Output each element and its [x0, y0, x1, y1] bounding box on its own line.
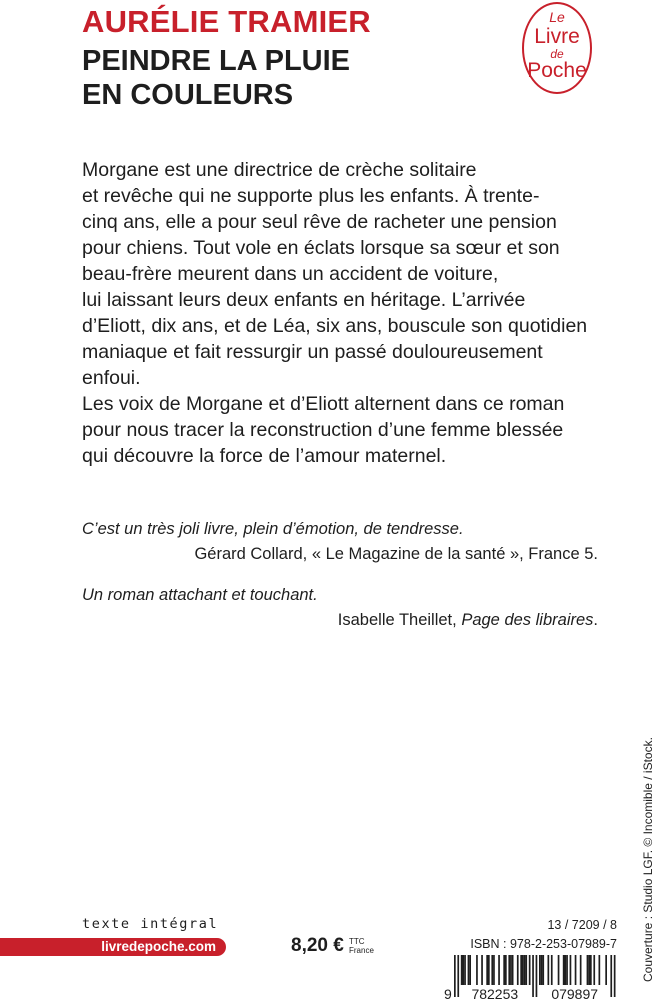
- barcode-bar: [505, 955, 507, 985]
- price: 8,20 €: [291, 935, 344, 956]
- synopsis-line: d’Eliott, dix ans, et de Léa, six ans, bouscule son quotidien: [82, 315, 588, 337]
- isbn: ISBN : 978-2-253-07989-7: [470, 937, 617, 951]
- logo-text-poche: Poche: [527, 59, 587, 82]
- title-line-1: PEINDRE LA PLUIE: [82, 45, 351, 77]
- barcode-graphic: [440, 955, 616, 1000]
- barcode-bar: [481, 955, 483, 985]
- review-quote-2: [82, 583, 598, 633]
- author-name: AURÉLIE TRAMIER: [82, 4, 371, 39]
- barcode-bar: [542, 955, 544, 985]
- barcode: [440, 955, 616, 1000]
- synopsis-line: Morgane est une directrice de crèche solitaire: [82, 159, 477, 181]
- barcode-bar: [510, 955, 512, 985]
- review-quote-1: [82, 517, 598, 567]
- price-note-france: France: [349, 946, 374, 955]
- barcode-bar: [520, 955, 522, 985]
- barcode-bar: [503, 955, 505, 985]
- quote-source-publication: Page des libraires: [461, 611, 594, 629]
- barcode-bar: [541, 955, 543, 985]
- website-link[interactable]: livredepoche.com: [101, 939, 216, 954]
- synopsis-line: maniaque et fait ressurgir un passé douloureusement: [82, 341, 543, 363]
- cover-credit: Couverture : Studio LGF. © Incomible / iStock.: [641, 737, 655, 982]
- barcode-digits: 079897: [551, 986, 599, 1000]
- barcode-bar: [563, 955, 565, 985]
- barcode-bar: [463, 955, 465, 985]
- barcode-bar: [464, 955, 466, 985]
- barcode-bar: [529, 955, 531, 985]
- price-note: [349, 937, 374, 955]
- barcode-bar: [524, 955, 526, 985]
- barcode-bar: [493, 955, 495, 985]
- quote-source-end: .: [593, 611, 598, 629]
- barcode-bar: [536, 955, 538, 997]
- quote-text: Un roman attachant et touchant.: [82, 586, 318, 604]
- barcode-bar: [457, 955, 459, 997]
- barcode-bar: [599, 955, 601, 985]
- barcode-bar: [565, 955, 567, 985]
- barcode-bar: [570, 955, 572, 985]
- barcode-bar: [587, 955, 589, 985]
- synopsis-line: pour chiens. Tout vole en éclats lorsque sa sœur et son: [82, 237, 560, 259]
- barcode-bar: [614, 955, 616, 997]
- barcode-bar: [539, 955, 541, 985]
- logo-text-le: Le: [549, 9, 565, 25]
- synopsis-line: beau-frère meurent dans un accident de voiture,: [82, 263, 499, 285]
- barcode-bar: [468, 955, 470, 985]
- barcode-bar: [525, 955, 527, 985]
- barcode-bar: [498, 955, 500, 985]
- barcode-bar: [454, 955, 456, 997]
- barcode-bar: [512, 955, 514, 985]
- synopsis: [82, 157, 622, 469]
- barcode-bar: [532, 955, 534, 997]
- barcode-bar: [588, 955, 590, 985]
- synopsis-line: et revêche qui ne supporte plus les enfants. À trente-: [82, 185, 540, 207]
- synopsis-line: enfoui.: [82, 367, 141, 389]
- publisher-logo: [522, 2, 592, 94]
- quote-source-author: Isabelle Theillet,: [337, 611, 462, 629]
- barcode-bar: [566, 955, 568, 985]
- logo-text-de: de: [550, 47, 564, 61]
- price-note-ttc: TTC: [349, 937, 365, 946]
- barcode-bar: [605, 955, 607, 985]
- barcode-bar: [522, 955, 524, 985]
- barcode-bar: [491, 955, 493, 985]
- barcode-bar: [580, 955, 582, 985]
- barcode-bar: [575, 955, 577, 985]
- catalog-code: 13 / 7209 / 8: [547, 918, 617, 932]
- synopsis-line: pour nous tracer la reconstruction d’une femme blessée: [82, 419, 564, 441]
- barcode-bar: [610, 955, 612, 997]
- barcode-bar: [488, 955, 490, 985]
- synopsis-line: cinq ans, elle a pour seul rêve de racheter une pension: [82, 211, 557, 233]
- quote-source: Gérard Collard, « Le Magazine de la santé », France 5.: [194, 545, 598, 563]
- product-codes: [440, 916, 617, 954]
- book-title: [82, 44, 350, 112]
- logo-text-livre: Livre: [534, 25, 580, 48]
- barcode-bar: [551, 955, 553, 985]
- barcode-bar: [517, 955, 519, 985]
- barcode-bar: [476, 955, 478, 985]
- barcode-bar: [486, 955, 488, 985]
- barcode-digits: 9: [444, 986, 452, 1000]
- barcode-bar: [548, 955, 550, 985]
- barcode-bar: [593, 955, 595, 985]
- synopsis-line: lui laissant leurs deux enfants en héritage. L’arrivée: [82, 289, 526, 311]
- synopsis-line: Les voix de Morgane et d’Eliott alternent dans ce roman: [82, 393, 565, 415]
- barcode-bar: [508, 955, 510, 985]
- quote-source: [82, 608, 598, 633]
- barcode-bar: [469, 955, 471, 985]
- website-banner: [0, 938, 226, 956]
- title-line-2: EN COULEURS: [82, 79, 294, 111]
- barcode-bar: [558, 955, 560, 985]
- barcode-digits: 782253: [471, 986, 519, 1000]
- full-text-label: texte intégral: [82, 916, 219, 932]
- synopsis-line: qui découvre la force de l’amour maternel.: [82, 445, 447, 467]
- quote-text: C’est un très joli livre, plein d’émotion, de tendresse.: [82, 520, 464, 538]
- barcode-bar: [461, 955, 463, 985]
- barcode-bar: [590, 955, 592, 985]
